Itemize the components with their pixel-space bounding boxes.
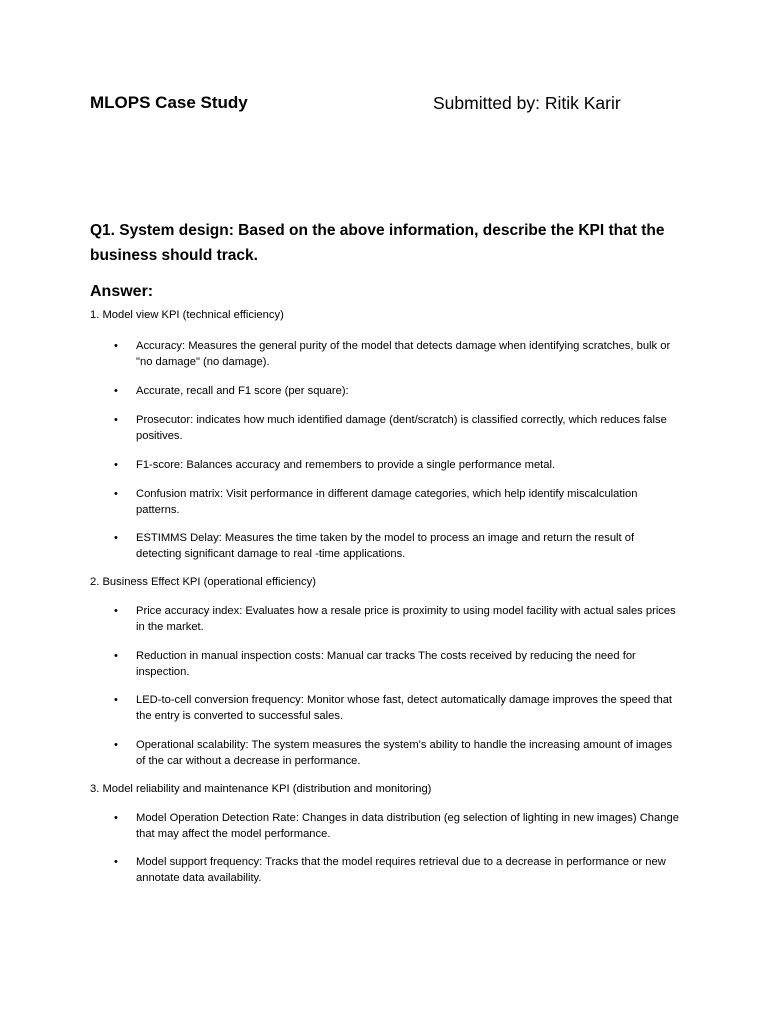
- list-item: Accuracy: Measures the general purity of the model that detects damage when identifying scratches, bulk or "no damage" (no damage).: [136, 340, 671, 368]
- bullet-icon: •: [114, 459, 118, 471]
- bullet-icon: •: [114, 385, 118, 397]
- section-heading: 2. Business Effect KPI (operational efficiency): [90, 576, 316, 588]
- list-item: Confusion matrix: Visit performance in different damage categories, which help identify miscalculation patterns.: [136, 488, 638, 516]
- answer-label: Answer:: [90, 283, 154, 300]
- document-title: MLOPS Case Study: [90, 93, 248, 112]
- list-item: Reduction in manual inspection costs: Manual car tracks The costs received by reducing the need for inspection.: [136, 650, 636, 678]
- bullet-icon: •: [114, 340, 118, 352]
- bullet-icon: •: [114, 694, 118, 706]
- section-heading: 1. Model view KPI (technical efficiency): [90, 309, 284, 321]
- list-item: Price accuracy index: Evaluates how a resale price is proximity to using model facility with actual sales prices in the market.: [136, 605, 676, 633]
- list-item: Operational scalability: The system measures the system's ability to handle the increasing amount of images of the car without a decrease in performance.: [136, 739, 673, 767]
- submitted-by: Submitted by: Ritik Karir: [433, 93, 621, 113]
- list-item: Prosecutor: indicates how much identified damage (dent/scratch) is classified correctly, which reduces false positives.: [136, 414, 667, 442]
- list-item: F1-score: Balances accuracy and remembers to provide a single performance metal.: [136, 459, 556, 471]
- bullet-icon: •: [114, 650, 118, 662]
- list-item: Model Operation Detection Rate: Changes in data distribution (eg selection of lighting in new images) Change that may affect the model performance.: [136, 812, 679, 840]
- section-heading: 3. Model reliability and maintenance KPI (distribution and monitoring): [90, 783, 432, 795]
- bullet-icon: •: [114, 812, 118, 824]
- bullet-icon: •: [114, 532, 118, 544]
- list-item: Accurate, recall and F1 score (per square):: [136, 385, 349, 397]
- bullet-icon: •: [114, 739, 118, 751]
- list-item: ESTIMMS Delay: Measures the time taken by the model to process an image and return the result of detecting significant damage to real -time applications.: [136, 532, 635, 560]
- bullet-icon: •: [114, 488, 118, 500]
- bullet-icon: •: [114, 414, 118, 426]
- bullet-icon: •: [114, 856, 118, 868]
- bullet-icon: •: [114, 605, 118, 617]
- list-item: LED-to-cell conversion frequency: Monitor whose fast, detect automatically damage improves the speed that the entry is converted to successful sales.: [136, 694, 673, 722]
- list-item: Model support frequency: Tracks that the model requires retrieval due to a decrease in performance or new annotate data availability.: [136, 856, 666, 884]
- question-heading: Q1. System design: Based on the above information, describe the KPI that the business should track.: [90, 222, 665, 264]
